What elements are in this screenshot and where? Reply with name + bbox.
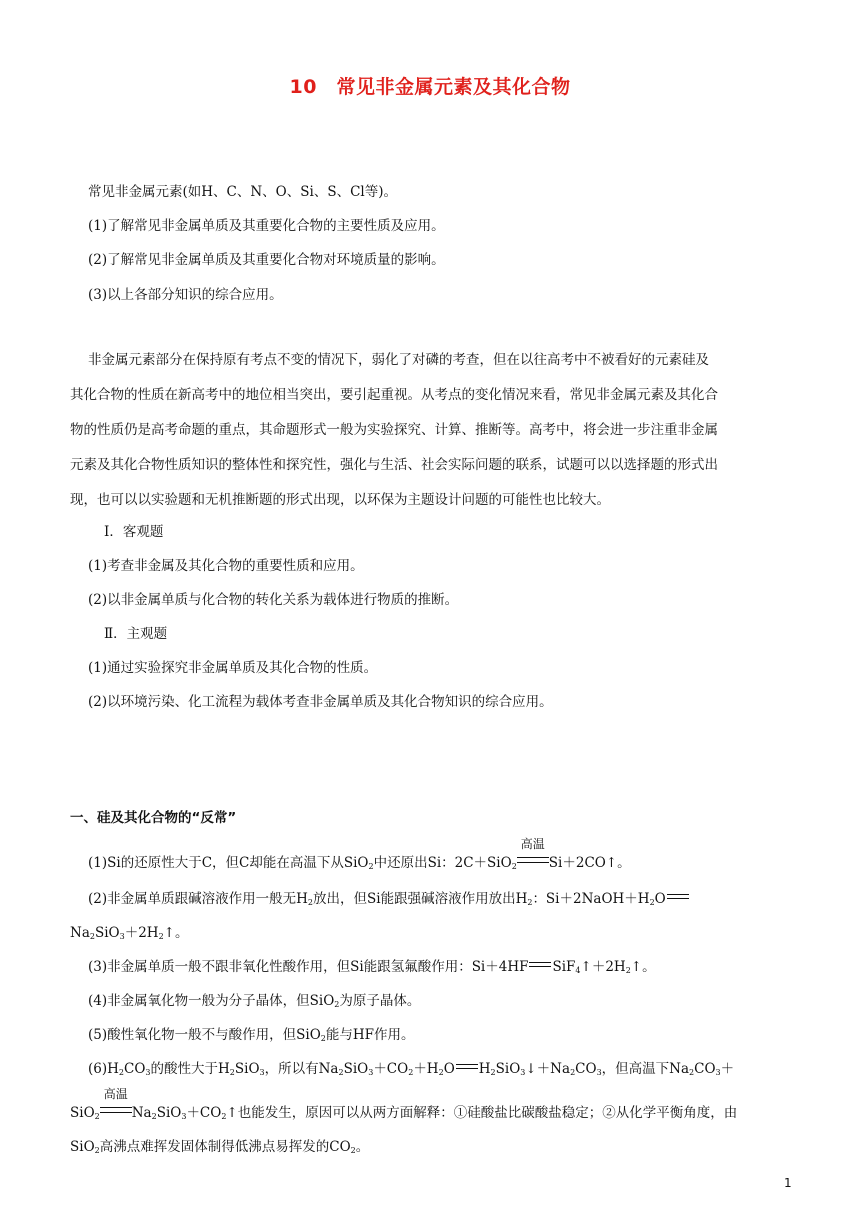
subjective-label: Ⅱ．主观题 [104,626,168,642]
reaction-arrow [517,837,549,874]
anomaly-item-1: (1)Si的还原性大于C，但C却能在高温下从SiO$_2$中还原出Si：2C＋SiO$_2$ 高温 Si＋2CO↑。 [88,852,631,878]
equals-sign [529,962,551,967]
analysis-line: 现，也可以以实验题和无机推断题的形式出现，以环保为主题设计问题的可能性也比较大。 [70,492,610,508]
objective-label: Ⅰ．客观题 [104,524,164,540]
anomaly-item-6-cont: SiO$_2$高沸点难挥发固体制得低沸点易挥发的$CO_2$。 [70,1139,370,1155]
analysis-line: 元素及其化合物性质知识的整体性和探究性，强化与生活、社会实际问题的联系，试题可以以选择题的形式出 [70,457,718,473]
equals-sign [667,894,689,899]
anomaly-item-3: (3)非金属单质一般不跟非氧化性酸作用，但Si能跟氢氟酸作用：Si＋4HF $SiF_4↑+2H_2↑$。 [88,959,656,975]
anomaly-item-4: (4)非金属氧化物一般为分子晶体，但SiO$_2$为原子晶体。 [88,993,421,1009]
reaction-condition: 高温 [520,837,545,851]
page-number: 1 [784,1176,792,1190]
requirements-intro: 常见非金属元素(如H、C、N、O、Si、S、Cl等)。 [88,184,397,200]
anomaly-item-6: $(6)H_2CO_3$的酸性大于$H_2SiO_3$，所以有$Na_2SiO_3+CO_2+H_2O$ $H_2SiO_3↓+Na_2CO_3$，但高温下$Na_2CO_3+$ [88,1061,735,1077]
objective-item: (2)以非金属单质与化合物的转化关系为载体进行物质的推断。 [88,592,459,608]
requirement-item: (3)以上各部分知识的综合应用。 [88,287,283,303]
reaction-arrow [100,1087,132,1124]
anomaly-item-2: (2)非金属单质跟碱溶液作用一般无$H_2$放出，但Si能跟强碱溶液作用放出$H_2$：$Si+2NaOH+H_2O$ [88,888,690,914]
reaction-condition: 高温 [103,1087,128,1101]
analysis-line: 其化合物的性质在新高考中的地位相当突出，要引起重视。从考点的变化情况来看，常见非金属元素及其化合 [70,387,718,403]
page-title: 10 常见非金属元素及其化合物 [289,76,571,98]
analysis-line: 非金属元素部分在保持原有考点不变的情况下，弱化了对磷的考查，但在以往高考中不被看好的元素硅及 [88,352,709,368]
analysis-line: 物的性质仍是高考命题的重点，其命题形式一般为实验探究、计算、推断等。高考中，将会进一步注重非金属 [70,422,718,438]
section-heading: 一、硅及其化合物的“反常” [70,810,237,826]
anomaly-item-2-cont: $Na_2SiO_3+2H_2↑$。 [70,925,189,941]
anomaly-item-5: (5)酸性氧化物一般不与酸作用，但SiO$_2$能与HF作用。 [88,1027,415,1043]
anomaly-item-6-cont: SiO$_2$ 高温 $Na_2SiO_3+CO_2↑$也能发生，原因可以从两方面解释：①硅酸盐比碳酸盐稳定；②从化学平衡角度，由 [70,1102,737,1128]
analysis-paragraph [70,349,790,524]
equals-sign [456,1064,478,1069]
subjective-item: (2)以环境污染、化工流程为载体考查非金属单质及其化合物知识的综合应用。 [88,694,553,710]
objective-item: (1)考查非金属及其化合物的重要性质和应用。 [88,558,364,574]
requirement-item: (2)了解常见非金属单质及其重要化合物对环境质量的影响。 [88,252,445,268]
subjective-item: (1)通过实验探究非金属单质及其化合物的性质。 [88,660,378,676]
requirement-item: (1)了解常见非金属单质及其重要化合物的主要性质及应用。 [88,218,445,234]
